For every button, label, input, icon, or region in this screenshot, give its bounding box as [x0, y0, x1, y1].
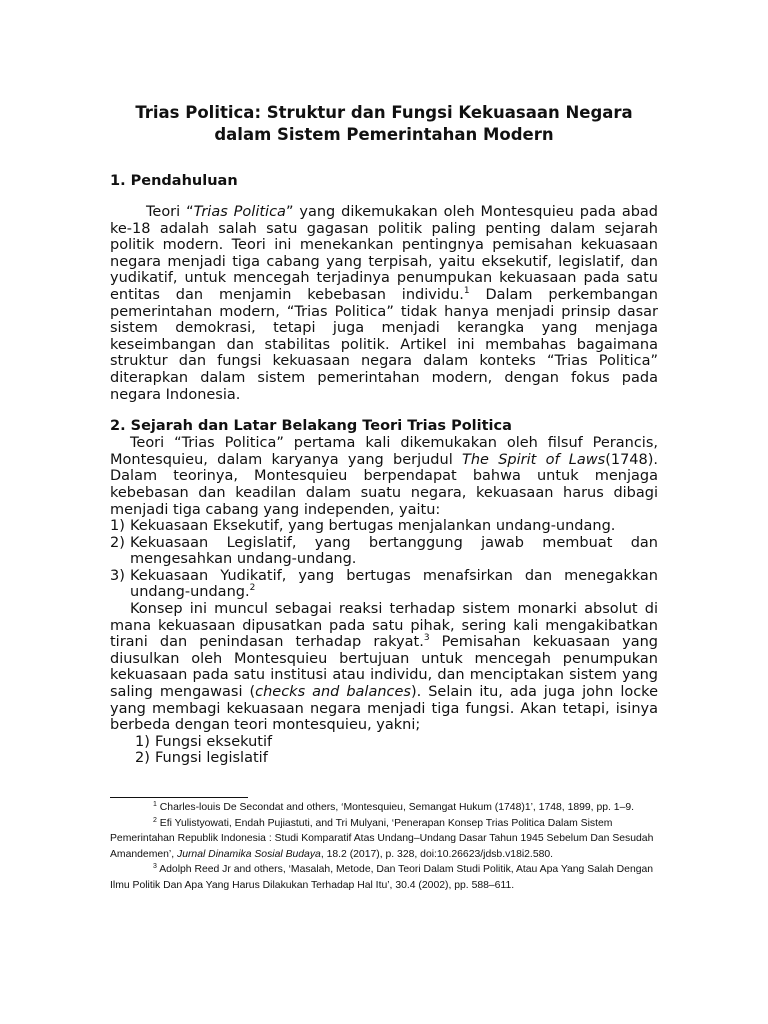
list-number: 3) [110, 567, 125, 584]
list-item [110, 568, 658, 601]
list-item-text: Fungsi legislatif [155, 750, 268, 767]
numbered-list-kekuasaan [110, 518, 658, 601]
emphasis-text: The Spirit of Laws [461, 451, 606, 468]
section-heading-sejarah: 2. Sejarah dan Latar Belakang Teori Trias Politica [110, 418, 512, 435]
emphasis-text: checks and balances [255, 684, 411, 701]
list-item [110, 518, 658, 535]
footnotes [110, 800, 658, 894]
list-item-text: Kekuasaan Legislatif, yang bertanggung jawab membuat dan mengesahkan undang-undang. [130, 534, 658, 568]
footnote-text: Efi Yulistyowati, Endah Pujiastuti, and Tri Mulyani, ‘Penerapan Konsep Trias Politica Dalam Sistem Pemerintahan Republik Indonesia : Studi Komparatif Atas Undang–Undang Dasar Tahun 1945 Sebelum Dan Sesudah Amandemen’, [110, 817, 654, 860]
emphasis-text: Trias Politica [193, 204, 286, 220]
document-body [110, 102, 658, 767]
footnote-number: 1 [153, 801, 157, 808]
list-item [110, 750, 658, 767]
text-run: Teori “ [146, 204, 194, 220]
footnote-2 [110, 816, 658, 863]
text-run: ” yang dikemukakan oleh Montesquieu pada abad ke-18 adalah salah satu gagasan politik paling penting dalam sejarah politik modern. Teori ini menekankan pentingnya pemisahan kekuasaan negara menjadi tiga cabang yang terpisah, yaitu eksekutif, legislatif, dan yudikatif, untuk mencegah terjadinya penumpukan kekuasaan pada satu entitas dan menjamin kebebasan individu. [110, 204, 659, 303]
footnote-3 [110, 862, 658, 893]
footnote-ref[interactable]: 3 [423, 633, 430, 644]
document-title: Trias Politica: Struktur dan Fungsi Kekuasaan Negara dalam Sistem Pemerintahan Modern [135, 103, 633, 144]
footnote-text: Charles-louis De Secondat and others, ‘Montesquieu, Semangat Hukum (1748)1’, 1748, 1899, pp. 1–9. [156, 802, 635, 813]
list-item-text: Kekuasaan Eksekutif, yang bertugas menjalankan undang-undang. [130, 518, 616, 535]
footnote-number: 2 [153, 816, 157, 824]
footnote-text: Adolph Reed Jr and others, ‘Masalah, Metode, Dan Teori Dalam Studi Politik, Atau Apa Yang Salah Dengan Ilmu Politik Dan Apa Yang Harus Dilakukan Terhadap Hal Itu’, 30.4 (2002), pp. 588–611. [110, 864, 654, 891]
section-heading-pendahuluan: 1. Pendahuluan [110, 173, 238, 189]
list-number: 2) [110, 534, 125, 551]
footnote-separator [110, 797, 248, 798]
list-number: 1) [135, 733, 150, 750]
paragraph-sejarah-2 [110, 601, 658, 734]
footnote-text: , 18.2 (2017), p. 328, doi:10.26623/jdsb.v18i2.580. [320, 848, 554, 860]
text-run: Dalam perkembangan pemerintahan modern, “Trias Politica” tidak hanya menjadi prinsip dasar sistem demokrasi, tetapi juga menjadi kerangka yang menjaga keseimbangan dan stabilitas politik. Artikel ini membahas bagaimana struktur dan fungsi kekuasaan negara dalam konteks “Trias Politica” diterapkan dalam sistem pemerintahan modern, dengan fokus pada negara Indonesia. [110, 286, 658, 403]
text-run: (1748). Dalam teorinya, Montesquieu berpendapat bahwa untuk menjaga kebebasan dan keadilan dalam suatu negara, kekuasaan harus dibagi menjadi tiga cabang yang independen, yaitu: [110, 451, 659, 518]
footnote-1 [110, 800, 658, 816]
text-run: Teori “Trias Politica” pertama kali dikemukakan oleh filsuf Perancis, Montesquieu, dalam karyanya yang berjudul [110, 435, 658, 468]
footnote-ref[interactable]: 1 [463, 285, 470, 296]
numbered-list-fungsi [110, 734, 658, 767]
footnote-number: 3 [153, 863, 157, 871]
list-item-text: Kekuasaan Yudikatif, yang bertugas menafsirkan dan menegakkan undang-undang. [130, 567, 658, 601]
paragraph-sejarah-1 [110, 435, 658, 518]
list-number: 1) [110, 518, 125, 535]
text-run: Konsep ini muncul sebagai reaksi terhadap sistem monarki absolut di mana kekuasaan dipusatkan pada satu pihak, sering kali mengakibatkan tirani dan penindasan terhadap rakyat. [110, 601, 658, 651]
text-run: ). Selain itu, ada juga john locke yang membagi kekuasaan negara menjadi tiga fungsi. Akan tetapi, isinya berbeda dengan teori montesquieu, yakni; [110, 684, 658, 734]
text-run: Pemisahan kekuasaan yang diusulkan oleh Montesquieu bertujuan untuk mencegah penumpukan kekuasaan pada satu institusi atau individu, dan menciptakan sistem yang saling mengawasi ( [110, 634, 658, 701]
list-item [110, 535, 658, 568]
footnote-ref[interactable]: 2 [249, 583, 256, 594]
list-item-text: Fungsi eksekutif [155, 733, 273, 750]
list-item [110, 734, 658, 751]
list-number: 2) [135, 750, 150, 767]
footnote-journal: Jurnal Dinamika Sosial Budaya [177, 848, 321, 860]
paragraph-pendahuluan [110, 204, 658, 403]
